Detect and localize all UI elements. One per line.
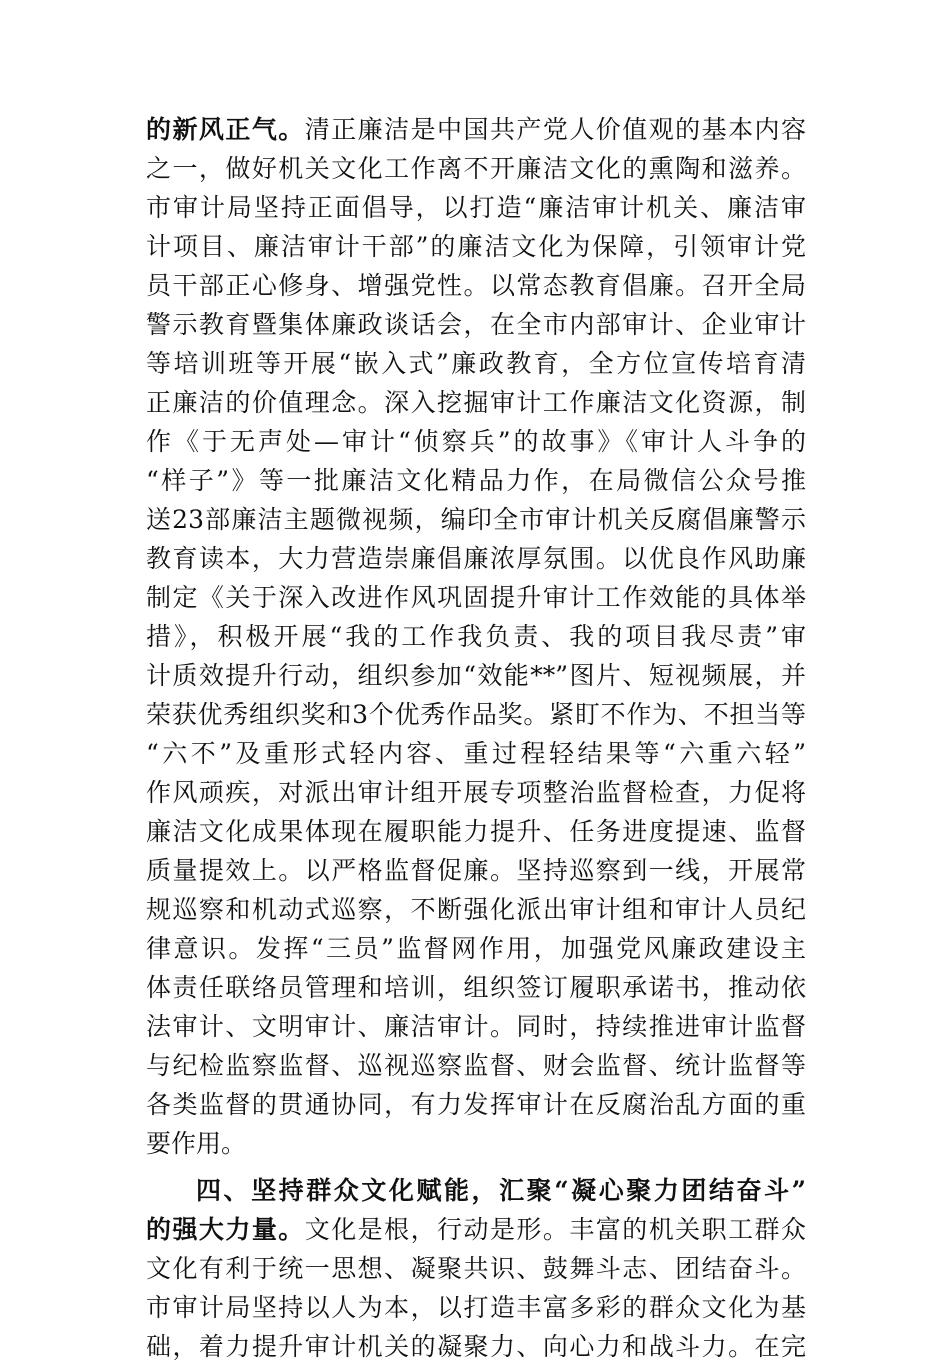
text-span: 廉洁文化成果体现在履职能力提升、任务进度提速、监督 <box>146 817 806 846</box>
text-span: 文化是根，行动是形。丰富的机关职工群众 <box>304 1215 806 1244</box>
document-page <box>146 110 806 1366</box>
text-line <box>146 500 806 539</box>
text-span: 荣获优秀组织奖和3个优秀作品奖。紧盯不作为、不担当等 <box>146 700 806 729</box>
text-line <box>146 344 806 383</box>
text-line <box>146 1046 806 1085</box>
text-span: 送23部廉洁主题微视频，编印全市审计机关反腐倡廉警示 <box>146 505 806 534</box>
text-line <box>146 383 806 422</box>
text-span: 文化有利于统一思想、凝聚共识、鼓舞斗志、团结奋斗。 <box>146 1254 806 1283</box>
text-line <box>146 617 806 656</box>
text-span: 础，着力提升审计机关的凝聚力、向心力和战斗力。在完 <box>146 1332 806 1361</box>
text-line <box>146 656 806 695</box>
text-line <box>146 734 806 773</box>
text-span: 计项目、廉洁审计干部”的廉洁文化为保障，引领审计党 <box>146 232 806 261</box>
text-line <box>146 695 806 734</box>
text-span: 质量提效上。以严格监督促廉。坚持巡察到一线，开展常 <box>146 856 806 885</box>
text-line <box>146 1085 806 1124</box>
text-span: 与纪检监察监督、巡视巡察监督、财会监督、统计监督等 <box>146 1051 806 1080</box>
text-line <box>146 110 806 149</box>
text-span: 清正廉洁是中国共产党人价值观的基本内容 <box>304 115 806 144</box>
text-span: “样子”》等一批廉洁文化精品力作，在局微信公众号推 <box>146 466 806 495</box>
text-line <box>146 422 806 461</box>
text-line <box>146 773 806 812</box>
text-line <box>146 968 806 1007</box>
text-line <box>146 812 806 851</box>
text-line <box>146 461 806 500</box>
bold-text-span: 的强大力量。 <box>146 1215 305 1244</box>
text-line <box>146 851 806 890</box>
section-heading-line <box>146 1171 806 1210</box>
text-span: 之一，做好机关文化工作离不开廉洁文化的熏陶和滋养。 <box>146 154 806 183</box>
text-line <box>146 1210 806 1249</box>
text-line <box>146 188 806 227</box>
text-span: 市审计局坚持以人为本，以打造丰富多彩的群众文化为基 <box>146 1293 806 1322</box>
text-line <box>146 1327 806 1366</box>
text-span: 各类监督的贯通协同，有力发挥审计在反腐治乱方面的重 <box>146 1090 806 1119</box>
text-span: 作风顽疾，对派出审计组开展专项整治监督检查，力促将 <box>146 778 806 807</box>
text-line <box>146 1124 806 1163</box>
text-span: 等培训班等开展“嵌入式”廉政教育，全方位宣传培育清 <box>146 349 806 378</box>
text-span: 教育读本，大力营造崇廉倡廉浓厚氛围。以优良作风助廉 <box>146 544 806 573</box>
text-line <box>146 539 806 578</box>
text-span: 正廉洁的价值理念。深入挖掘审计工作廉洁文化资源，制 <box>146 388 806 417</box>
text-line <box>146 1007 806 1046</box>
bold-text-span: 四、坚持群众文化赋能，汇聚“凝心聚力团结奋斗” <box>196 1176 806 1205</box>
text-line <box>146 578 806 617</box>
text-span: 制定《关于深入改进作风巩固提升审计工作效能的具体举 <box>146 583 806 612</box>
text-line <box>146 227 806 266</box>
text-span: 法审计、文明审计、廉洁审计。同时，持续推进审计监督 <box>146 1012 806 1041</box>
text-span: 体责任联络员管理和培训，组织签订履职承诺书，推动依 <box>146 973 806 1002</box>
text-span: “六不”及重形式轻内容、重过程轻结果等“六重六轻” <box>146 739 806 768</box>
text-line <box>146 1288 806 1327</box>
text-span: 律意识。发挥“三员”监督网作用，加强党风廉政建设主 <box>146 934 806 963</box>
text-span: 警示教育暨集体廉政谈话会，在全市内部审计、企业审计 <box>146 310 806 339</box>
text-line <box>146 266 806 305</box>
text-span: 员干部正心修身、增强党性。以常态教育倡廉。召开全局 <box>146 271 806 300</box>
text-line <box>146 929 806 968</box>
text-line <box>146 890 806 929</box>
text-span: 要作用。 <box>146 1129 247 1158</box>
text-span: 规巡察和机动式巡察，不断强化派出审计组和审计人员纪 <box>146 895 806 924</box>
text-span: 市审计局坚持正面倡导，以打造“廉洁审计机关、廉洁审 <box>146 193 806 222</box>
text-span: 计质效提升行动，组织参加“效能**”图片、短视频展，并 <box>146 661 806 690</box>
text-line <box>146 149 806 188</box>
text-line <box>146 305 806 344</box>
bold-text-span: 的新风正气。 <box>146 115 305 144</box>
text-span: 措》，积极开展“我的工作我负责、我的项目我尽责”审 <box>146 622 806 651</box>
text-line <box>146 1249 806 1288</box>
text-span: 作《于无声处—审计“侦察兵”的故事》《审计人斗争的 <box>146 427 806 456</box>
